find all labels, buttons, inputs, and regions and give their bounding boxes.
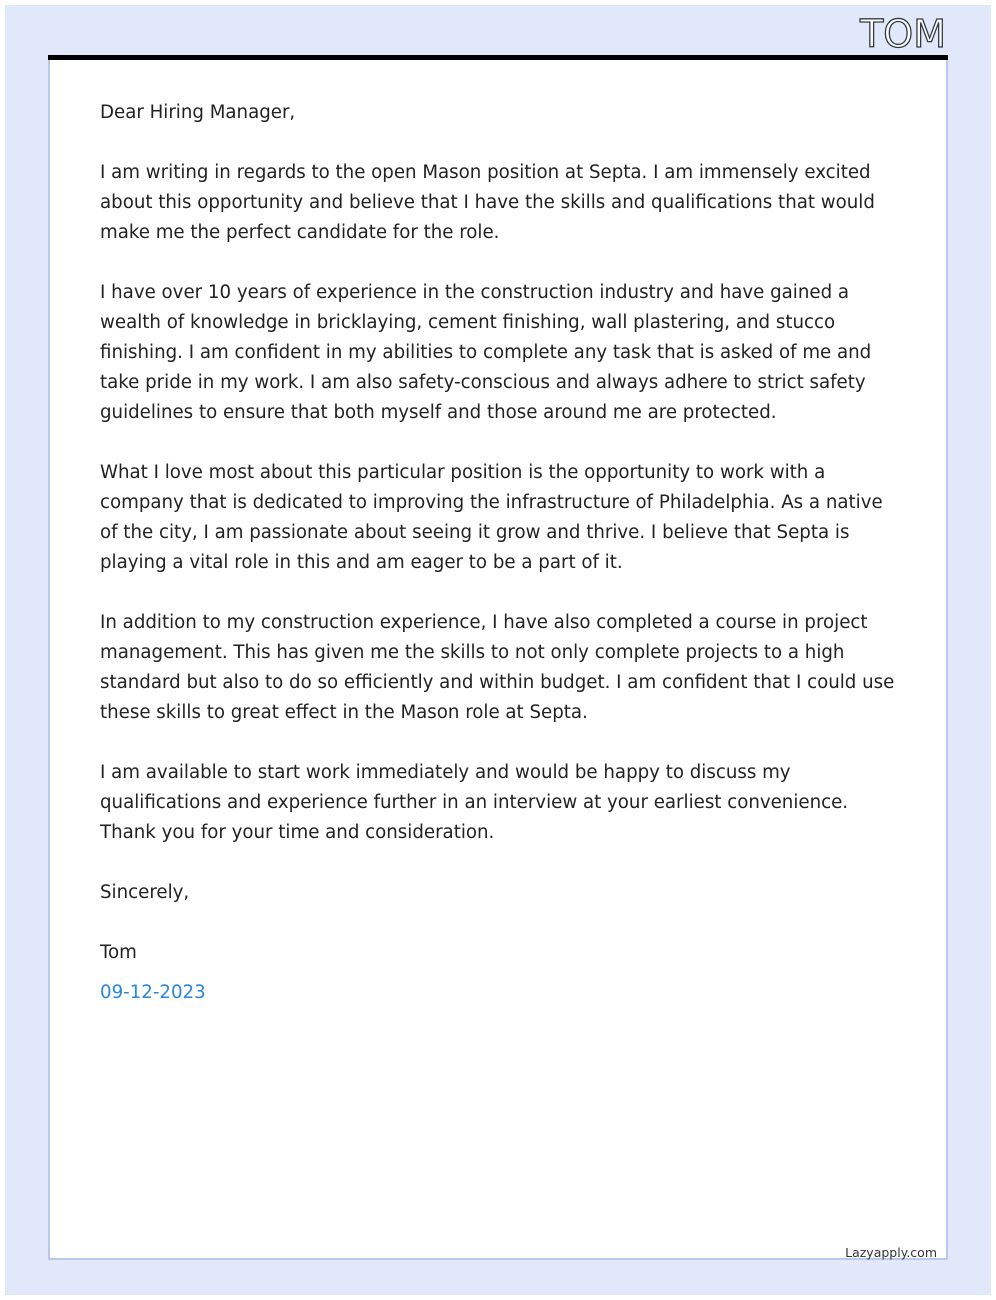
salutation: Dear Hiring Manager, (100, 102, 296, 123)
paragraph-4: In addition to my construction experience, I have also completed a course in project management. This has given me the skills to not only complete projects to a high standard but also to do so efficiently and within budget. I am confident that I could use these skills to great effect in the Mason role at Septa. (100, 612, 895, 723)
paragraph-5: I am available to start work immediately and would be happy to discuss my qualifications and experience further in an interview at your earliest convenience. Thank you for your time and consideration. (100, 762, 849, 843)
letter-date: 09-12-2023 (100, 982, 206, 1003)
signature-name: Tom (100, 942, 137, 963)
closing: Sincerely, (100, 882, 190, 903)
header-name: TOM (860, 12, 946, 56)
paragraph-3: What I love most about this particular position is the opportunity to work with a company that is dedicated to improving the infrastructure of Philadelphia. As a native of the city, I am passionate about seeing it grow and thrive. I believe that Septa is playing a vital role in this and am eager to be a part of it. (100, 462, 883, 573)
paragraph-1: I am writing in regards to the open Mason position at Septa. I am immensely excited about this opportunity and believe that I have the skills and qualifications that would make me the perfect candidate for the role. (100, 162, 875, 243)
header-rule (48, 55, 948, 60)
letter-body (100, 98, 900, 1008)
paragraph-2: I have over 10 years of experience in the construction industry and have gained a wealth of knowledge in bricklaying, cement finishing, wall plastering, and stucco finishing. I am confident in my abilities to complete any task that is asked of me and take pride in my work. I am also safety-conscious and always adhere to strict safety guidelines to ensure that both myself and those around me are protected. (100, 282, 872, 423)
footer-brand: Lazyapply.com (845, 1245, 937, 1260)
